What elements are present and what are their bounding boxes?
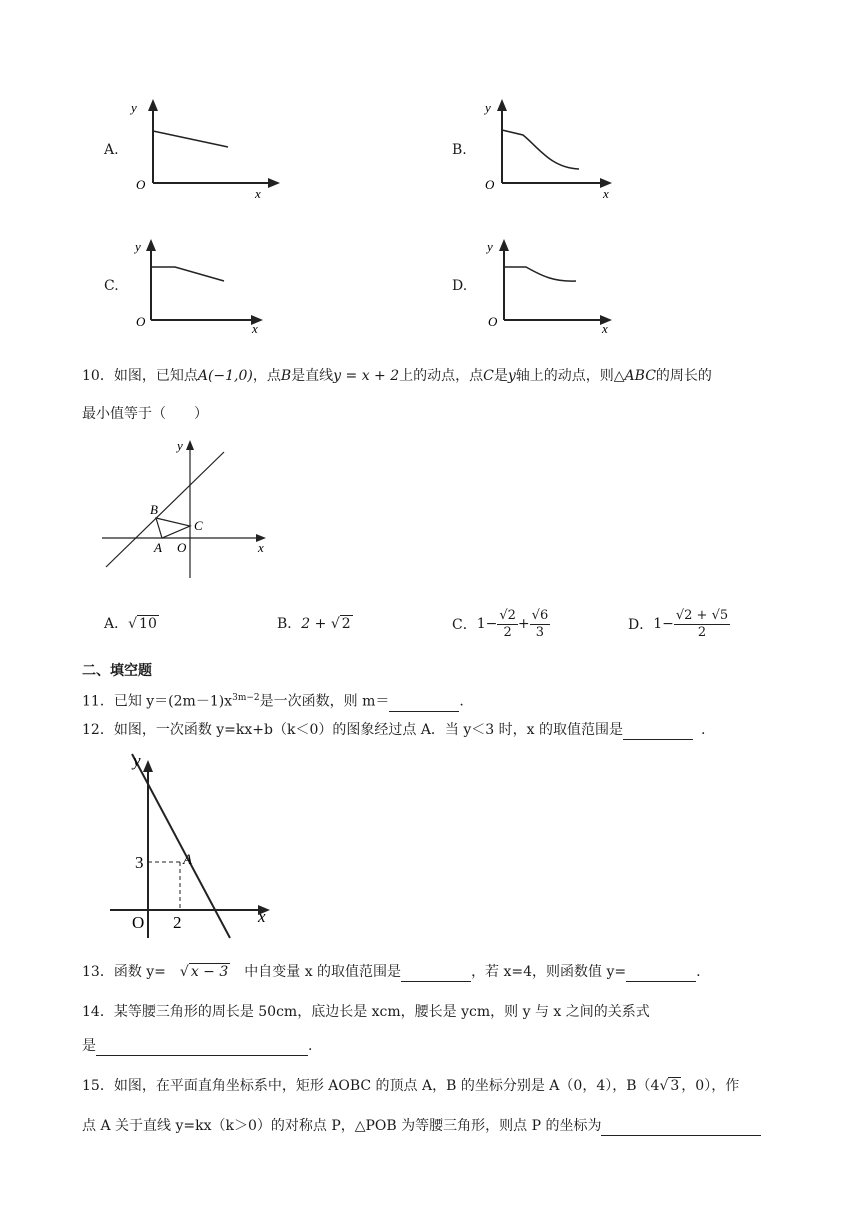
origin-label: O (136, 314, 146, 329)
question-14-line2: 是 . (82, 1038, 313, 1054)
fig-point-b: B (150, 502, 158, 517)
fig-x-label: x (258, 907, 266, 926)
option-d-label[interactable]: D. (452, 278, 468, 294)
fig-point-a: A (154, 540, 162, 555)
q10-option-b[interactable]: B．2 + √ 2 (277, 616, 351, 632)
section-title: 二、填空题 (82, 663, 152, 679)
fig-label-2: 2 (173, 913, 182, 932)
line-equation: y = x + 2 (333, 368, 400, 384)
point-a: A(−1,0) (197, 368, 253, 384)
fig-point-c: C (194, 518, 203, 533)
q10-option-d[interactable]: D． 1− $\frac{√2 + √5}{2}$ (628, 607, 729, 640)
fig-y-label: y (133, 751, 141, 770)
question-10-line2: 最小值等于（ ） (82, 406, 208, 422)
origin-label: O (488, 314, 498, 329)
answer-blank[interactable] (601, 1119, 761, 1136)
answer-blank[interactable] (389, 695, 459, 712)
question-12: 12．如图，一次函数 y=kx+b（k＜0）的图象经过点 A．当 y＜3 时，x 的取值范围是 . (82, 722, 706, 738)
option-b-graph (479, 96, 629, 201)
fig-origin: O (132, 913, 145, 932)
answer-blank-value[interactable] (626, 965, 696, 982)
axis-y-label: y (131, 100, 137, 115)
option-d-graph (484, 236, 624, 336)
question-15-line1: 15．如图，在平面直角坐标系中，矩形 AOBC 的顶点 A，B 的坐标分别是 A（0，4），B（4√ 3 ，0），作 (82, 1078, 740, 1094)
axis-y-label: y (487, 239, 493, 254)
answer-blank[interactable] (623, 723, 693, 740)
fig-label-3: 3 (135, 853, 144, 872)
axis-x-label: x (602, 321, 608, 336)
option-a-graph (130, 96, 280, 201)
q10-option-c[interactable]: C． 1− $\frac{√2}{2}$ + $\frac{√6}{3}$ (452, 607, 549, 640)
question-10-figure (100, 436, 270, 578)
axis-x-label: x (603, 186, 609, 201)
origin-label: O (485, 177, 495, 192)
fig-x-label: x (258, 540, 264, 555)
axis-y-label: y (135, 239, 141, 254)
axis-x-label: x (252, 321, 258, 336)
option-c-label[interactable]: C. (104, 278, 119, 294)
question-11: 11．已知 $y=(2m-1)x^{3m-2}$是一次函数，则 m＝ . (82, 693, 464, 710)
axis-x-label: x (255, 186, 261, 201)
question-13: 13．函数 y= √ x − 3 中自变量 x 的取值范围是 ，若 x=4，则函数值 y= . (82, 964, 701, 980)
option-c-graph (132, 236, 272, 336)
option-b-label[interactable]: B. (452, 142, 467, 158)
question-10-line1: 10．如图，已知点A(−1,0)，点B是直线y = x + 2上的动点，点C是y轴上的动点，则△ABC的周长的 (82, 368, 712, 384)
axis-y-label: y (485, 100, 491, 115)
q10-option-a[interactable]: A．√ 10 (104, 616, 157, 632)
question-15-line2: 点 A 关于直线 y=kx（k＞0）的对称点 P，△POB 为等腰三角形，则点 P 的坐标为 (82, 1116, 761, 1136)
fig-origin: O (177, 540, 187, 555)
question-14-line1: 14．某等腰三角形的周长是 50cm，底边长是 xcm，腰长是 ycm，则 y 与 x 之间的关系式 (82, 1004, 650, 1020)
option-a-label[interactable]: A. (104, 142, 119, 158)
fig-y-label: y (177, 438, 183, 453)
answer-blank[interactable] (96, 1039, 308, 1056)
triangle-abc: △ABC (613, 368, 656, 384)
fig-point-a: A (183, 852, 193, 868)
question-12-figure (110, 752, 280, 942)
origin-label: O (136, 177, 146, 192)
answer-blank-domain[interactable] (401, 965, 471, 982)
